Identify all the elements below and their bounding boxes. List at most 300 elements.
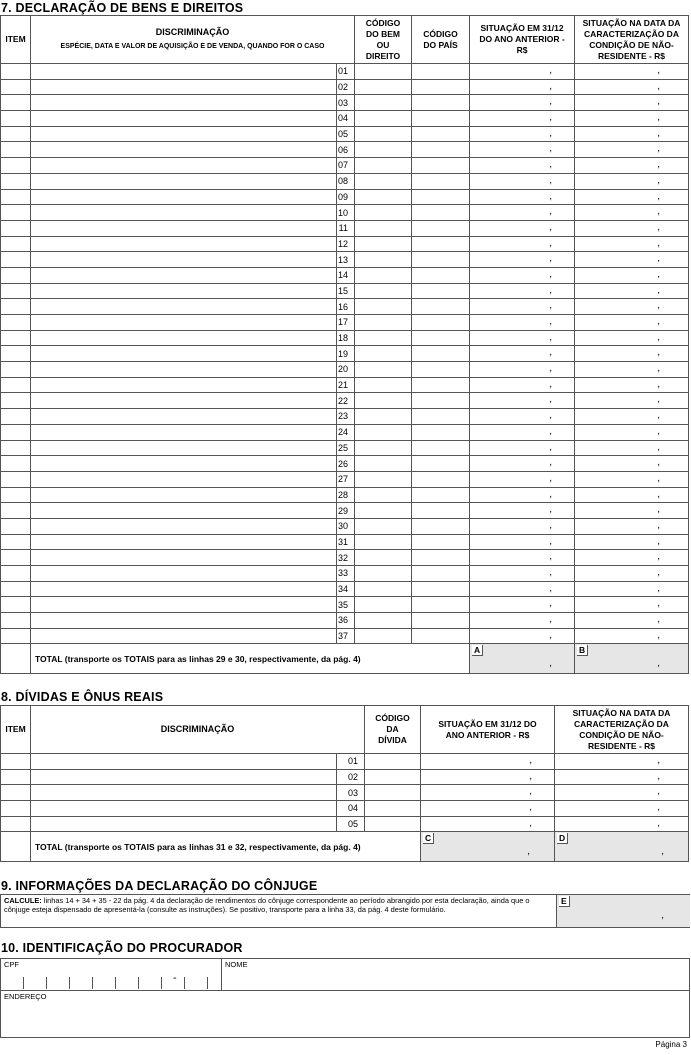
codigo-pais-cell[interactable] bbox=[412, 64, 470, 80]
row-number: 18 bbox=[337, 330, 355, 346]
situacao-caracterizacao-cell[interactable]: , bbox=[575, 299, 689, 315]
item-cell[interactable] bbox=[1, 785, 31, 801]
situacao-caracterizacao-cell[interactable]: , bbox=[555, 785, 689, 801]
situacao-anterior-cell[interactable]: , bbox=[470, 409, 575, 425]
item-cell[interactable] bbox=[1, 769, 31, 785]
codigo-pais-cell[interactable] bbox=[412, 267, 470, 283]
codigo-divida-cell[interactable] bbox=[365, 785, 421, 801]
discriminacao-cell[interactable] bbox=[31, 189, 337, 205]
codigo-pais-cell[interactable] bbox=[412, 220, 470, 236]
situacao-anterior-cell[interactable]: , bbox=[470, 487, 575, 503]
total-c-field[interactable]: C , bbox=[421, 832, 555, 862]
codigo-bem-cell[interactable] bbox=[355, 330, 412, 346]
codigo-pais-cell[interactable] bbox=[412, 79, 470, 95]
table-row bbox=[1, 79, 689, 95]
codigo-bem-cell[interactable] bbox=[355, 79, 412, 95]
codigo-pais-cell[interactable] bbox=[412, 252, 470, 268]
discriminacao-cell[interactable] bbox=[31, 142, 337, 158]
item-cell[interactable] bbox=[1, 503, 31, 519]
table-row bbox=[1, 362, 689, 378]
situacao-anterior-cell[interactable]: , bbox=[470, 283, 575, 299]
row-number: 23 bbox=[337, 409, 355, 425]
situacao-caracterizacao-cell[interactable]: , bbox=[575, 518, 689, 534]
codigo-pais-cell[interactable] bbox=[412, 424, 470, 440]
cpf-digit-tick bbox=[115, 977, 116, 989]
situacao-caracterizacao-cell[interactable]: , bbox=[575, 471, 689, 487]
situacao-caracterizacao-cell[interactable]: , bbox=[575, 158, 689, 174]
discriminacao-cell[interactable] bbox=[31, 111, 337, 127]
codigo-bem-cell[interactable] bbox=[355, 267, 412, 283]
item-cell[interactable] bbox=[1, 518, 31, 534]
situacao-anterior-cell[interactable]: , bbox=[470, 330, 575, 346]
situacao-anterior-cell[interactable]: , bbox=[421, 769, 555, 785]
codigo-pais-cell[interactable] bbox=[412, 95, 470, 111]
codigo-bem-cell[interactable] bbox=[355, 236, 412, 252]
item-cell[interactable] bbox=[1, 566, 31, 582]
table-row bbox=[1, 785, 689, 801]
codigo-bem-cell[interactable] bbox=[355, 393, 412, 409]
header-item: ITEM bbox=[1, 16, 31, 64]
total-b-field[interactable]: B , bbox=[575, 644, 689, 674]
situacao-caracterizacao-cell[interactable]: , bbox=[575, 64, 689, 80]
situacao-anterior-cell[interactable]: , bbox=[421, 816, 555, 832]
discriminacao-cell[interactable] bbox=[31, 173, 337, 189]
situacao-caracterizacao-cell[interactable]: , bbox=[575, 252, 689, 268]
codigo-bem-cell[interactable] bbox=[355, 299, 412, 315]
situacao-caracterizacao-cell[interactable]: , bbox=[575, 613, 689, 629]
situacao-caracterizacao-cell[interactable]: , bbox=[575, 503, 689, 519]
situacao-caracterizacao-cell[interactable]: , bbox=[555, 816, 689, 832]
item-cell[interactable] bbox=[1, 377, 31, 393]
situacao-caracterizacao-cell[interactable]: , bbox=[575, 440, 689, 456]
situacao-caracterizacao-cell[interactable]: , bbox=[575, 597, 689, 613]
codigo-pais-cell[interactable] bbox=[412, 613, 470, 629]
nome-field[interactable] bbox=[222, 959, 689, 991]
codigo-pais-cell[interactable] bbox=[412, 518, 470, 534]
item-cell[interactable] bbox=[1, 173, 31, 189]
situacao-anterior-cell[interactable]: , bbox=[470, 597, 575, 613]
row-number: 26 bbox=[337, 456, 355, 472]
codigo-pais-cell[interactable] bbox=[412, 205, 470, 221]
discriminacao-cell[interactable] bbox=[31, 315, 337, 331]
table-row bbox=[1, 189, 689, 205]
codigo-bem-cell[interactable] bbox=[355, 628, 412, 644]
situacao-anterior-cell[interactable]: , bbox=[470, 346, 575, 362]
discriminacao-cell[interactable] bbox=[31, 628, 337, 644]
situacao-anterior-cell[interactable]: , bbox=[470, 299, 575, 315]
codigo-pais-cell[interactable] bbox=[412, 142, 470, 158]
codigo-bem-cell[interactable] bbox=[355, 550, 412, 566]
discriminacao-cell[interactable] bbox=[31, 581, 337, 597]
item-cell[interactable] bbox=[1, 299, 31, 315]
situacao-anterior-cell[interactable]: , bbox=[470, 456, 575, 472]
bens-direitos-table bbox=[0, 15, 689, 674]
codigo-pais-cell[interactable] bbox=[412, 362, 470, 378]
discriminacao-cell[interactable] bbox=[31, 566, 337, 582]
situacao-caracterizacao-cell[interactable]: , bbox=[575, 173, 689, 189]
item-cell[interactable] bbox=[1, 64, 31, 80]
codigo-bem-cell[interactable] bbox=[355, 362, 412, 378]
codigo-bem-cell[interactable] bbox=[355, 126, 412, 142]
codigo-pais-cell[interactable] bbox=[412, 283, 470, 299]
situacao-anterior-cell[interactable]: , bbox=[470, 126, 575, 142]
codigo-bem-cell[interactable] bbox=[355, 409, 412, 425]
situacao-anterior-cell[interactable]: , bbox=[470, 566, 575, 582]
item-cell[interactable] bbox=[1, 189, 31, 205]
endereco-field[interactable] bbox=[1, 991, 689, 1037]
codigo-pais-cell[interactable] bbox=[412, 440, 470, 456]
table-row bbox=[1, 769, 689, 785]
discriminacao-cell[interactable] bbox=[31, 613, 337, 629]
situacao-anterior-cell[interactable]: , bbox=[470, 613, 575, 629]
codigo-bem-cell[interactable] bbox=[355, 205, 412, 221]
codigo-bem-cell[interactable] bbox=[355, 346, 412, 362]
discriminacao-cell[interactable] bbox=[31, 377, 337, 393]
codigo-pais-cell[interactable] bbox=[412, 299, 470, 315]
discriminacao-cell[interactable] bbox=[31, 283, 337, 299]
situacao-caracterizacao-cell[interactable]: , bbox=[575, 409, 689, 425]
situacao-caracterizacao-cell[interactable]: , bbox=[575, 315, 689, 331]
table-row bbox=[1, 173, 689, 189]
discriminacao-cell[interactable] bbox=[31, 503, 337, 519]
situacao-caracterizacao-cell[interactable]: , bbox=[575, 79, 689, 95]
codigo-divida-cell[interactable] bbox=[365, 754, 421, 770]
situacao-anterior-cell[interactable]: , bbox=[470, 628, 575, 644]
codigo-bem-cell[interactable] bbox=[355, 111, 412, 127]
item-cell[interactable] bbox=[1, 816, 31, 832]
situacao-anterior-cell[interactable]: , bbox=[470, 173, 575, 189]
codigo-pais-cell[interactable] bbox=[412, 346, 470, 362]
situacao-anterior-cell[interactable]: , bbox=[470, 267, 575, 283]
codigo-divida-cell[interactable] bbox=[365, 816, 421, 832]
table-row bbox=[1, 816, 689, 832]
discriminacao-cell[interactable] bbox=[31, 205, 337, 221]
discriminacao-cell[interactable] bbox=[31, 471, 337, 487]
codigo-pais-cell[interactable] bbox=[412, 471, 470, 487]
situacao-caracterizacao-cell[interactable]: , bbox=[575, 534, 689, 550]
cpf-digit-tick bbox=[69, 977, 70, 989]
situacao-anterior-cell[interactable]: , bbox=[470, 142, 575, 158]
situacao-anterior-cell[interactable]: , bbox=[470, 424, 575, 440]
discriminacao-cell[interactable] bbox=[31, 267, 337, 283]
codigo-pais-cell[interactable] bbox=[412, 158, 470, 174]
codigo-bem-cell[interactable] bbox=[355, 173, 412, 189]
codigo-bem-cell[interactable] bbox=[355, 471, 412, 487]
total-a-field[interactable]: A , bbox=[470, 644, 575, 674]
situacao-caracterizacao-cell[interactable]: , bbox=[575, 581, 689, 597]
situacao-caracterizacao-cell[interactable]: , bbox=[555, 769, 689, 785]
discriminacao-cell[interactable] bbox=[31, 220, 337, 236]
situacao-caracterizacao-cell[interactable]: , bbox=[575, 95, 689, 111]
situacao-caracterizacao-cell[interactable]: , bbox=[575, 487, 689, 503]
situacao-anterior-cell[interactable]: , bbox=[421, 801, 555, 817]
table-row bbox=[1, 64, 689, 80]
situacao-anterior-cell[interactable]: , bbox=[470, 315, 575, 331]
item-cell[interactable] bbox=[1, 236, 31, 252]
row-number: 36 bbox=[337, 613, 355, 629]
item-cell[interactable] bbox=[1, 754, 31, 770]
endereco-label: ENDEREÇO bbox=[4, 992, 47, 1001]
situacao-caracterizacao-cell[interactable]: , bbox=[575, 393, 689, 409]
codigo-bem-cell[interactable] bbox=[355, 158, 412, 174]
situacao-anterior-cell[interactable]: , bbox=[470, 440, 575, 456]
situacao-caracterizacao-cell[interactable]: , bbox=[575, 377, 689, 393]
codigo-bem-cell[interactable] bbox=[355, 613, 412, 629]
table-row bbox=[1, 252, 689, 268]
situacao-anterior-cell[interactable]: , bbox=[421, 785, 555, 801]
header-codigo-divida: CÓDIGO DA DÍVIDA bbox=[365, 706, 421, 754]
row-number: 04 bbox=[337, 111, 355, 127]
row-number: 15 bbox=[337, 283, 355, 299]
item-cell[interactable] bbox=[1, 220, 31, 236]
codigo-pais-cell[interactable] bbox=[412, 581, 470, 597]
table-row bbox=[1, 566, 689, 582]
item-cell[interactable] bbox=[1, 283, 31, 299]
discriminacao-cell[interactable] bbox=[31, 252, 337, 268]
situacao-caracterizacao-cell[interactable]: , bbox=[575, 550, 689, 566]
section7-title: 7. DECLARAÇÃO DE BENS E DIREITOS bbox=[1, 1, 244, 15]
cpf-field[interactable] bbox=[1, 959, 222, 991]
discriminacao-cell[interactable] bbox=[31, 550, 337, 566]
total-label-7: TOTAL (transporte os TOTAIS para as linhas 29 e 30, respectivamente, da pág. 4) bbox=[31, 644, 470, 674]
discriminacao-cell[interactable] bbox=[31, 597, 337, 613]
situacao-anterior-cell[interactable]: , bbox=[470, 111, 575, 127]
codigo-pais-cell[interactable] bbox=[412, 409, 470, 425]
discriminacao-cell[interactable] bbox=[31, 79, 337, 95]
discriminacao-cell[interactable] bbox=[31, 534, 337, 550]
item-cell[interactable] bbox=[1, 315, 31, 331]
codigo-bem-cell[interactable] bbox=[355, 252, 412, 268]
item-cell[interactable] bbox=[1, 534, 31, 550]
situacao-caracterizacao-cell[interactable]: , bbox=[575, 205, 689, 221]
situacao-caracterizacao-cell[interactable]: , bbox=[575, 566, 689, 582]
codigo-bem-cell[interactable] bbox=[355, 597, 412, 613]
codigo-bem-cell[interactable] bbox=[355, 487, 412, 503]
situacao-anterior-cell[interactable]: , bbox=[470, 205, 575, 221]
row-number: 02 bbox=[337, 79, 355, 95]
table-row bbox=[1, 377, 689, 393]
situacao-anterior-cell[interactable]: , bbox=[470, 518, 575, 534]
codigo-pais-cell[interactable] bbox=[412, 315, 470, 331]
situacao-caracterizacao-cell[interactable]: , bbox=[575, 346, 689, 362]
table-row bbox=[1, 393, 689, 409]
discriminacao-cell[interactable] bbox=[31, 754, 337, 770]
situacao-anterior-cell[interactable]: , bbox=[470, 95, 575, 111]
discriminacao-cell[interactable] bbox=[31, 456, 337, 472]
item-cell[interactable] bbox=[1, 95, 31, 111]
discriminacao-cell[interactable] bbox=[31, 440, 337, 456]
header-codigo-bem: CÓDIGO DO BEM OU DIREITO bbox=[355, 16, 412, 64]
table-row bbox=[1, 440, 689, 456]
codigo-pais-cell[interactable] bbox=[412, 111, 470, 127]
calcule-text: linhas 14 + 34 + 35 - 22 da pág. 4 da declaração de rendimentos do cônjuge correspondente ao período abrangido por esta declaração, ainda que o cônjuge esteja dispensado de apresentá-la (consulte as instruções). Se positivo, transporte para a linha 33, da pág. 4 deste formulário. bbox=[4, 896, 530, 915]
item-cell[interactable] bbox=[1, 205, 31, 221]
situacao-anterior-cell[interactable]: , bbox=[470, 64, 575, 80]
discriminacao-cell[interactable] bbox=[31, 299, 337, 315]
row-number: 30 bbox=[337, 518, 355, 534]
codigo-bem-cell[interactable] bbox=[355, 142, 412, 158]
item-cell[interactable] bbox=[1, 158, 31, 174]
item-cell[interactable] bbox=[1, 346, 31, 362]
codigo-bem-cell[interactable] bbox=[355, 315, 412, 331]
total-e-field[interactable]: E , bbox=[556, 895, 690, 927]
codigo-pais-cell[interactable] bbox=[412, 173, 470, 189]
codigo-bem-cell[interactable] bbox=[355, 95, 412, 111]
row-number: 10 bbox=[337, 205, 355, 221]
codigo-pais-cell[interactable] bbox=[412, 628, 470, 644]
item-cell[interactable] bbox=[1, 409, 31, 425]
situacao-caracterizacao-cell[interactable]: , bbox=[555, 754, 689, 770]
situacao-caracterizacao-cell[interactable]: , bbox=[575, 267, 689, 283]
situacao-caracterizacao-cell[interactable]: , bbox=[575, 189, 689, 205]
codigo-pais-cell[interactable] bbox=[412, 377, 470, 393]
codigo-bem-cell[interactable] bbox=[355, 534, 412, 550]
codigo-pais-cell[interactable] bbox=[412, 236, 470, 252]
situacao-anterior-cell[interactable]: , bbox=[470, 79, 575, 95]
row-number: 07 bbox=[337, 158, 355, 174]
codigo-pais-cell[interactable] bbox=[412, 189, 470, 205]
row-number: 04 bbox=[337, 801, 365, 817]
situacao-anterior-cell[interactable]: , bbox=[470, 189, 575, 205]
row-number: 14 bbox=[337, 267, 355, 283]
item-cell[interactable] bbox=[1, 550, 31, 566]
situacao-caracterizacao-cell[interactable]: , bbox=[575, 126, 689, 142]
situacao-anterior-cell[interactable]: , bbox=[470, 393, 575, 409]
situacao-caracterizacao-cell[interactable]: , bbox=[575, 456, 689, 472]
item-cell[interactable] bbox=[1, 440, 31, 456]
item-cell[interactable] bbox=[1, 581, 31, 597]
situacao-anterior-cell[interactable]: , bbox=[470, 158, 575, 174]
discriminacao-cell[interactable] bbox=[31, 518, 337, 534]
discriminacao-cell[interactable] bbox=[31, 126, 337, 142]
discriminacao-cell[interactable] bbox=[31, 346, 337, 362]
situacao-caracterizacao-cell[interactable]: , bbox=[555, 801, 689, 817]
situacao-caracterizacao-cell[interactable]: , bbox=[575, 628, 689, 644]
item-cell[interactable] bbox=[1, 252, 31, 268]
discriminacao-cell[interactable] bbox=[31, 785, 337, 801]
situacao-anterior-cell[interactable]: , bbox=[470, 252, 575, 268]
item-cell[interactable] bbox=[1, 111, 31, 127]
codigo-bem-cell[interactable] bbox=[355, 377, 412, 393]
situacao-anterior-cell[interactable]: , bbox=[470, 503, 575, 519]
situacao-anterior-cell[interactable]: , bbox=[470, 581, 575, 597]
table-row bbox=[1, 330, 689, 346]
row-number: 03 bbox=[337, 95, 355, 111]
codigo-pais-cell[interactable] bbox=[412, 393, 470, 409]
table-row bbox=[1, 597, 689, 613]
codigo-bem-cell[interactable] bbox=[355, 220, 412, 236]
item-cell[interactable] bbox=[1, 330, 31, 346]
item-cell[interactable] bbox=[1, 362, 31, 378]
situacao-anterior-cell[interactable]: , bbox=[470, 236, 575, 252]
row-number: 27 bbox=[337, 471, 355, 487]
discriminacao-cell[interactable] bbox=[31, 393, 337, 409]
codigo-pais-cell[interactable] bbox=[412, 126, 470, 142]
row-number: 32 bbox=[337, 550, 355, 566]
situacao-caracterizacao-cell[interactable]: , bbox=[575, 111, 689, 127]
codigo-divida-cell[interactable] bbox=[365, 769, 421, 785]
discriminacao-cell[interactable] bbox=[31, 487, 337, 503]
item-cell[interactable] bbox=[1, 456, 31, 472]
item-cell[interactable] bbox=[1, 613, 31, 629]
codigo-pais-cell[interactable] bbox=[412, 503, 470, 519]
row-number: 20 bbox=[337, 362, 355, 378]
discriminacao-cell[interactable] bbox=[31, 409, 337, 425]
discriminacao-cell[interactable] bbox=[31, 362, 337, 378]
situacao-caracterizacao-cell[interactable]: , bbox=[575, 362, 689, 378]
codigo-pais-cell[interactable] bbox=[412, 550, 470, 566]
discriminacao-cell[interactable] bbox=[31, 64, 337, 80]
item-cell[interactable] bbox=[1, 393, 31, 409]
codigo-divida-cell[interactable] bbox=[365, 801, 421, 817]
item-cell[interactable] bbox=[1, 801, 31, 817]
table-row bbox=[1, 518, 689, 534]
situacao-anterior-cell[interactable]: , bbox=[470, 220, 575, 236]
codigo-bem-cell[interactable] bbox=[355, 283, 412, 299]
codigo-pais-cell[interactable] bbox=[412, 456, 470, 472]
item-cell[interactable] bbox=[1, 597, 31, 613]
situacao-anterior-cell[interactable]: , bbox=[470, 377, 575, 393]
codigo-bem-cell[interactable] bbox=[355, 189, 412, 205]
situacao-caracterizacao-cell[interactable]: , bbox=[575, 330, 689, 346]
codigo-pais-cell[interactable] bbox=[412, 534, 470, 550]
discriminacao-cell[interactable] bbox=[31, 330, 337, 346]
discriminacao-cell[interactable] bbox=[31, 95, 337, 111]
situacao-anterior-cell[interactable]: , bbox=[470, 534, 575, 550]
item-cell[interactable] bbox=[1, 126, 31, 142]
discriminacao-cell[interactable] bbox=[31, 236, 337, 252]
discriminacao-cell[interactable] bbox=[31, 769, 337, 785]
codigo-bem-cell[interactable] bbox=[355, 424, 412, 440]
codigo-bem-cell[interactable] bbox=[355, 503, 412, 519]
item-cell[interactable] bbox=[1, 79, 31, 95]
codigo-bem-cell[interactable] bbox=[355, 566, 412, 582]
codigo-pais-cell[interactable] bbox=[412, 597, 470, 613]
situacao-caracterizacao-cell[interactable]: , bbox=[575, 142, 689, 158]
item-cell[interactable] bbox=[1, 267, 31, 283]
item-cell[interactable] bbox=[1, 487, 31, 503]
discriminacao-cell[interactable] bbox=[31, 424, 337, 440]
codigo-bem-cell[interactable] bbox=[355, 581, 412, 597]
codigo-bem-cell[interactable] bbox=[355, 440, 412, 456]
situacao-caracterizacao-cell[interactable]: , bbox=[575, 283, 689, 299]
item-cell[interactable] bbox=[1, 628, 31, 644]
table-row bbox=[1, 299, 689, 315]
codigo-pais-cell[interactable] bbox=[412, 487, 470, 503]
situacao-caracterizacao-cell[interactable]: , bbox=[575, 236, 689, 252]
codigo-bem-cell[interactable] bbox=[355, 64, 412, 80]
situacao-caracterizacao-cell[interactable]: , bbox=[575, 220, 689, 236]
discriminacao-cell[interactable] bbox=[31, 158, 337, 174]
discriminacao-cell[interactable] bbox=[31, 816, 337, 832]
codigo-pais-cell[interactable] bbox=[412, 566, 470, 582]
codigo-bem-cell[interactable] bbox=[355, 456, 412, 472]
situacao-anterior-cell[interactable]: , bbox=[470, 471, 575, 487]
item-cell[interactable] bbox=[1, 471, 31, 487]
situacao-caracterizacao-cell[interactable]: , bbox=[575, 424, 689, 440]
situacao-anterior-cell[interactable]: , bbox=[470, 550, 575, 566]
row-number: 01 bbox=[337, 754, 365, 770]
discriminacao-cell[interactable] bbox=[31, 801, 337, 817]
codigo-pais-cell[interactable] bbox=[412, 330, 470, 346]
item-cell[interactable] bbox=[1, 424, 31, 440]
situacao-anterior-cell[interactable]: , bbox=[470, 362, 575, 378]
total-d-field[interactable]: D , bbox=[555, 832, 689, 862]
row-number: 09 bbox=[337, 189, 355, 205]
situacao-anterior-cell[interactable]: , bbox=[421, 754, 555, 770]
codigo-bem-cell[interactable] bbox=[355, 518, 412, 534]
item-cell[interactable] bbox=[1, 142, 31, 158]
